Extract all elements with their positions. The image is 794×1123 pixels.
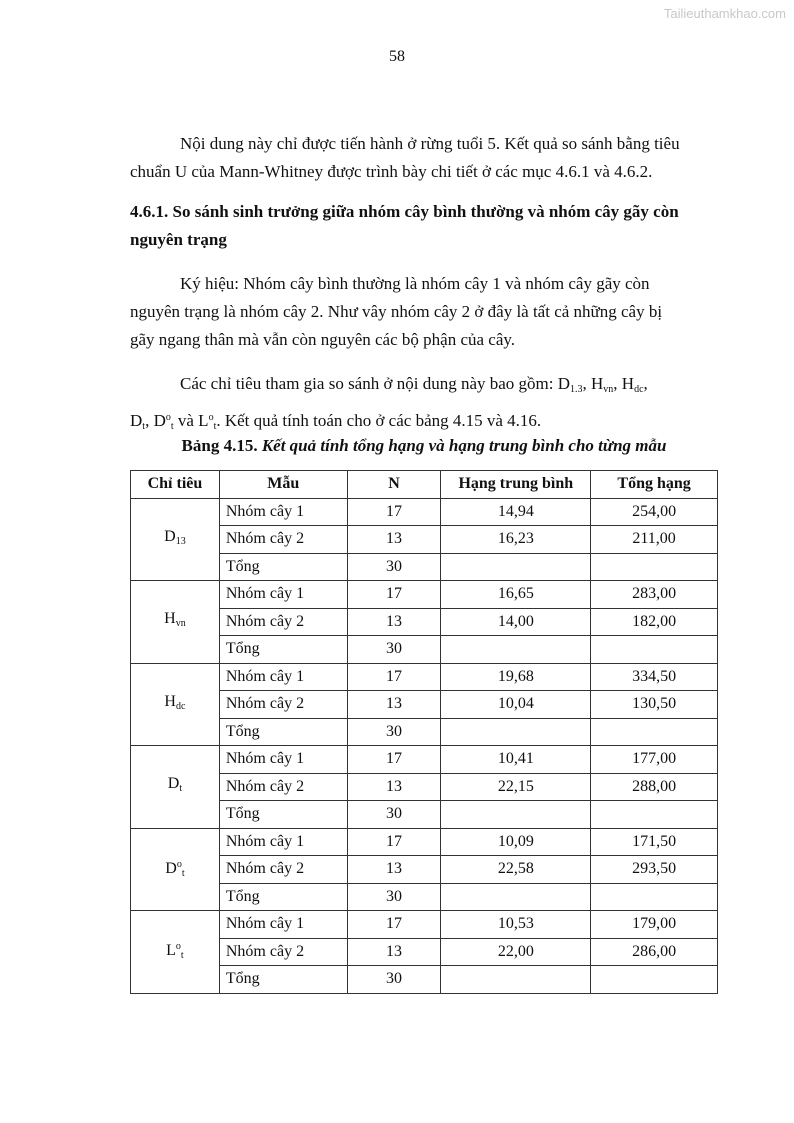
total-rank-cell: 293,50	[591, 856, 718, 884]
total-rank-cell	[591, 636, 718, 664]
sample-cell: Tổng	[219, 718, 347, 746]
table-row	[131, 883, 718, 911]
rank-table	[130, 470, 718, 994]
header-total-rank: Tổng hạng	[591, 471, 718, 499]
n-cell: 30	[347, 966, 441, 994]
symbols-paragraph	[130, 270, 718, 354]
intro-paragraph	[130, 130, 718, 186]
table-row	[131, 828, 718, 856]
indicator-cell	[131, 498, 220, 581]
n-cell: 30	[347, 636, 441, 664]
indicator-subscript: 13	[175, 535, 186, 547]
header-indicator: Chỉ tiêu	[131, 471, 220, 499]
sample-cell: Nhóm cây 2	[219, 608, 347, 636]
total-rank-cell: 211,00	[591, 526, 718, 554]
mean-rank-cell	[441, 801, 591, 829]
total-rank-cell	[591, 801, 718, 829]
n-cell: 30	[347, 801, 441, 829]
mean-rank-cell: 14,94	[441, 498, 591, 526]
n-cell: 13	[347, 691, 441, 719]
mean-rank-cell: 10,53	[441, 911, 591, 939]
total-rank-cell: 130,50	[591, 691, 718, 719]
sample-cell: Tổng	[219, 883, 347, 911]
n-cell: 30	[347, 553, 441, 581]
sample-cell: Nhóm cây 2	[219, 856, 347, 884]
n-cell: 30	[347, 718, 441, 746]
sample-cell: Nhóm cây 1	[219, 911, 347, 939]
page-number: 58	[389, 48, 405, 65]
table-row	[131, 636, 718, 664]
mean-rank-cell: 10,41	[441, 746, 591, 774]
indicator-cell	[131, 828, 220, 911]
subscript: t	[213, 421, 217, 432]
indicator-subscript: t	[181, 867, 185, 879]
table-row	[131, 553, 718, 581]
table-row	[131, 801, 718, 829]
mean-rank-cell: 22,00	[441, 938, 591, 966]
indicator-subscript: vn	[175, 618, 186, 630]
indicator-symbol: D	[165, 859, 177, 877]
heading-line-1: 4.6.1. So sánh sinh trưởng giữa nhóm cây bình thường và nhóm cây gãy còn	[130, 202, 679, 221]
indicator-cell	[131, 746, 220, 829]
section-heading	[130, 198, 718, 254]
superscript: o	[208, 412, 214, 423]
table-row	[131, 938, 718, 966]
text: . Kết quả tính toán cho ở các bảng 4.15 và 4.16.	[216, 411, 542, 430]
n-cell: 13	[347, 856, 441, 884]
n-cell: 17	[347, 746, 441, 774]
indicator-symbol: D	[167, 775, 180, 793]
subscript: vn	[603, 384, 614, 395]
sample-cell: Nhóm cây 2	[219, 526, 347, 554]
table-row	[131, 581, 718, 609]
n-cell: 13	[347, 773, 441, 801]
header-sample: Mẫu	[219, 471, 347, 499]
mean-rank-cell: 22,58	[441, 856, 591, 884]
mean-rank-cell: 16,23	[441, 526, 591, 554]
header-mean-rank: Hạng trung bình	[441, 471, 591, 499]
mean-rank-cell	[441, 966, 591, 994]
total-rank-cell	[591, 966, 718, 994]
sample-cell: Nhóm cây 1	[219, 498, 347, 526]
n-cell: 17	[347, 828, 441, 856]
text: Các chỉ tiêu tham gia so sánh ở nội dung này bao gồm: D	[180, 374, 571, 393]
indicators-paragraph	[130, 370, 718, 441]
subscript: dc	[634, 384, 644, 395]
n-cell: 30	[347, 883, 441, 911]
superscript: o	[165, 412, 171, 423]
sample-cell: Tổng	[219, 801, 347, 829]
heading-line-2: nguyên trạng	[130, 230, 227, 249]
indicator-subscript: dc	[175, 700, 186, 712]
mean-rank-cell: 19,68	[441, 663, 591, 691]
sample-cell: Tổng	[219, 553, 347, 581]
mean-rank-cell: 14,00	[441, 608, 591, 636]
table-row	[131, 911, 718, 939]
sample-cell: Nhóm cây 2	[219, 938, 347, 966]
indicator-symbol: D	[164, 527, 176, 545]
indicator-cell	[131, 663, 220, 746]
table-row	[131, 498, 718, 526]
text: , H	[613, 374, 635, 393]
sample-cell: Nhóm cây 1	[219, 581, 347, 609]
total-rank-cell	[591, 883, 718, 911]
sample-cell: Nhóm cây 2	[219, 773, 347, 801]
indicator-symbol: H	[164, 610, 176, 628]
total-rank-cell: 254,00	[591, 498, 718, 526]
mean-rank-cell	[441, 553, 591, 581]
table-body	[131, 498, 718, 993]
table-row	[131, 526, 718, 554]
subscript: 1.3	[570, 384, 583, 395]
n-cell: 17	[347, 581, 441, 609]
table-row	[131, 746, 718, 774]
table-row	[131, 773, 718, 801]
table-row	[131, 856, 718, 884]
total-rank-cell	[591, 718, 718, 746]
sample-cell: Tổng	[219, 636, 347, 664]
table-caption	[130, 436, 718, 456]
symbols-line-1: Ký hiệu: Nhóm cây bình thường là nhóm cây 1 và nhóm cây gãy còn	[180, 274, 650, 293]
mean-rank-cell: 10,09	[441, 828, 591, 856]
total-rank-cell: 171,50	[591, 828, 718, 856]
total-rank-cell: 182,00	[591, 608, 718, 636]
table-row	[131, 608, 718, 636]
table-row	[131, 718, 718, 746]
sample-cell: Nhóm cây 1	[219, 746, 347, 774]
total-rank-cell	[591, 553, 718, 581]
table-row	[131, 663, 718, 691]
total-rank-cell: 179,00	[591, 911, 718, 939]
n-cell: 17	[347, 498, 441, 526]
subscript: t	[170, 421, 174, 432]
mean-rank-cell: 10,04	[441, 691, 591, 719]
n-cell: 17	[347, 911, 441, 939]
caption-title: Kết quả tính tổng hạng và hạng trung bình cho từng mẫu	[261, 436, 667, 455]
total-rank-cell: 177,00	[591, 746, 718, 774]
total-rank-cell: 288,00	[591, 773, 718, 801]
total-rank-cell: 286,00	[591, 938, 718, 966]
sample-cell: Nhóm cây 2	[219, 691, 347, 719]
header-row	[131, 471, 718, 499]
n-cell: 17	[347, 663, 441, 691]
table-row	[131, 966, 718, 994]
indicator-superscript: o	[176, 858, 182, 870]
total-rank-cell: 334,50	[591, 663, 718, 691]
symbols-line-3: gãy ngang thân mà vẫn còn nguyên các bộ phận của cây.	[130, 330, 516, 349]
subscript: t	[142, 421, 146, 432]
mean-rank-cell: 22,15	[441, 773, 591, 801]
mean-rank-cell	[441, 636, 591, 664]
text: và L	[173, 411, 209, 430]
indicator-superscript: o	[175, 941, 181, 953]
n-cell: 13	[347, 526, 441, 554]
n-cell: 13	[347, 608, 441, 636]
indicators-line-1	[130, 370, 718, 404]
total-rank-cell: 283,00	[591, 581, 718, 609]
sample-cell: Nhóm cây 1	[219, 663, 347, 691]
text: , H	[582, 374, 604, 393]
indicator-cell	[131, 911, 220, 994]
n-cell: 13	[347, 938, 441, 966]
indicator-subscript: t	[180, 950, 184, 962]
text: ,	[643, 374, 648, 393]
mean-rank-cell	[441, 718, 591, 746]
indicator-symbol: H	[164, 692, 176, 710]
mean-rank-cell: 16,65	[441, 581, 591, 609]
header-n: N	[347, 471, 441, 499]
indicator-subscript: t	[179, 783, 183, 795]
watermark: Tailieuthamkhao.com	[663, 6, 786, 21]
intro-line-1: Nội dung này chỉ được tiến hành ở rừng tuổi 5. Kết quả so sánh bằng tiêu	[180, 134, 680, 153]
text: D	[130, 411, 143, 430]
indicator-symbol: L	[166, 942, 176, 960]
symbols-line-2: nguyên trạng là nhóm cây 2. Như vây nhóm cây 2 ở đây là tất cả những cây bị	[130, 302, 663, 321]
caption-label: Bảng 4.15.	[181, 436, 258, 455]
text: , D	[145, 411, 166, 430]
indicator-cell	[131, 581, 220, 664]
sample-cell: Nhóm cây 1	[219, 828, 347, 856]
intro-line-2: chuẩn U của Mann-Whitney được trình bày chi tiết ở các mục 4.6.1 và 4.6.2.	[130, 162, 653, 181]
table-row	[131, 691, 718, 719]
mean-rank-cell	[441, 883, 591, 911]
sample-cell: Tổng	[219, 966, 347, 994]
